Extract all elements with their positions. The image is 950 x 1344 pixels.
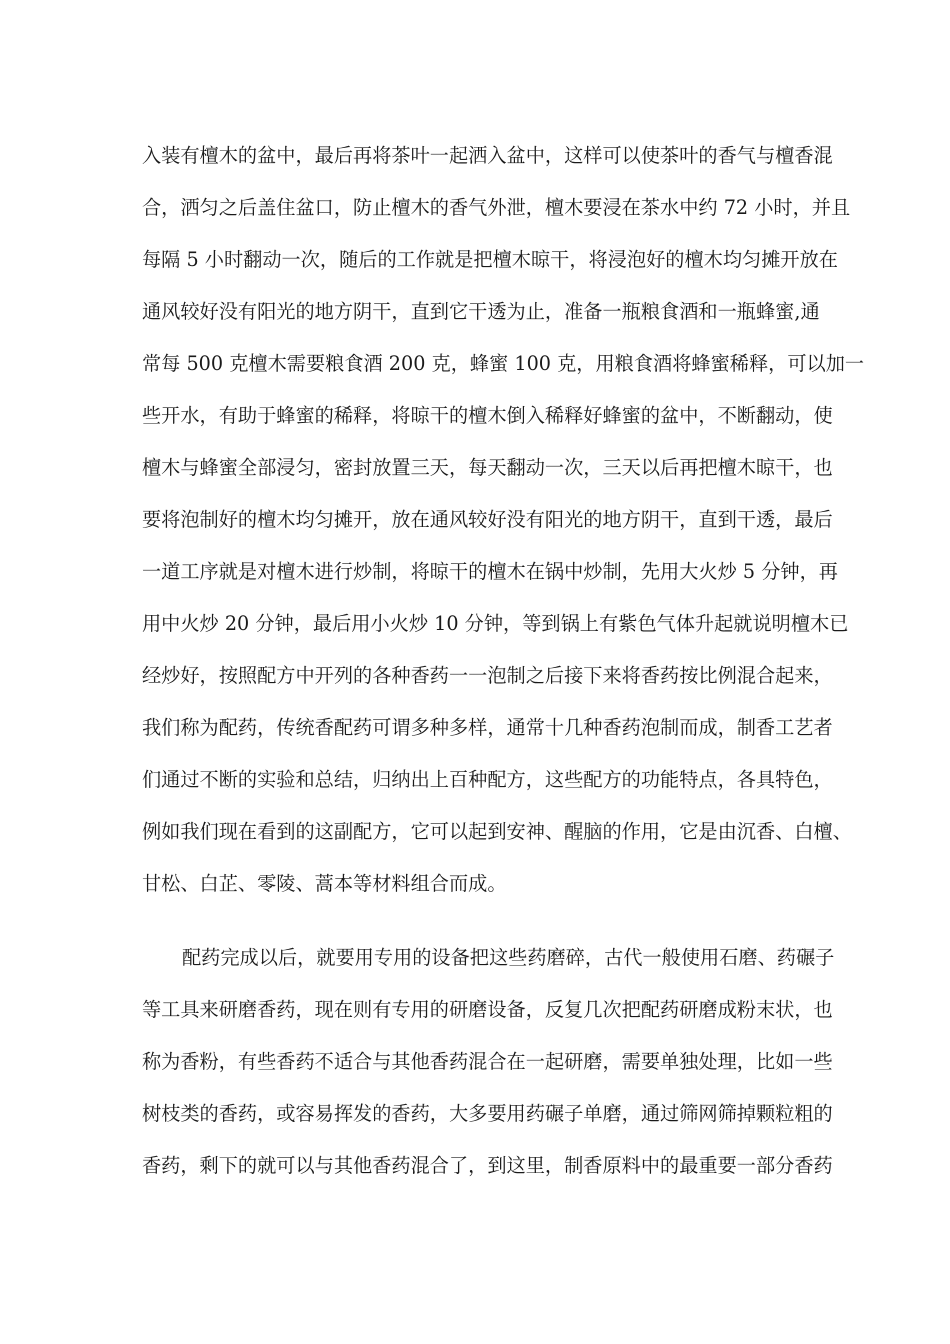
text-line: 通风较好没有阳光的地方阴干，直到它干透为止，准备一瓶粮食酒和一瓶蜂蜜,通 [142,300,820,323]
text-line: 配药完成以后，就要用专用的设备把这些药磨碎，古代一般使用石磨、药碾子 [182,946,835,969]
text-line: 一道工序就是对檀木进行炒制，将晾干的檀木在锅中炒制，先用大火炒 5 分钟，再 [142,560,838,583]
text-line: 经炒好，按照配方中开列的各种香药一一泡制之后接下来将香药按比例混合起来， [142,664,833,687]
text-line: 称为香粉，有些香药不适合与其他香药混合在一起研磨，需要单独处理，比如一些 [142,1050,833,1073]
text-line: 入装有檀木的盆中，最后再将茶叶一起洒入盆中，这样可以使茶叶的香气与檀香混 [142,144,833,167]
text-line: 些开水，有助于蜂蜜的稀释，将晾干的檀木倒入稀释好蜂蜜的盆中，不断翻动，使 [142,404,833,427]
text-line: 例如我们现在看到的这副配方，它可以起到安神、醒脑的作用，它是由沉香、白檀、 [142,820,852,843]
text-line: 檀木与蜂蜜全部浸匀，密封放置三天，每天翻动一次，三天以后再把檀木晾干，也 [142,456,833,479]
text-line: 我们称为配药，传统香配药可谓多种多样，通常十几种香药泡制而成，制香工艺者 [142,716,833,739]
text-line: 等工具来研磨香药，现在则有专用的研磨设备，反复几次把配药研磨成粉末状，也 [142,998,833,1021]
text-line: 香药，剩下的就可以与其他香药混合了，到这里，制香原料中的最重要一部分香药 [142,1154,833,1177]
text-line: 常每 500 克檀木需要粮食酒 200 克，蜂蜜 100 克，用粮食酒将蜂蜜稀释，可以加一 [142,352,865,375]
text-line: 们通过不断的实验和总结，归纳出上百种配方，这些配方的功能特点，各具特色， [142,768,833,791]
text-line: 甘松、白芷、零陵、蒿本等材料组合而成。 [142,872,507,895]
text-line: 用中火炒 20 分钟，最后用小火炒 10 分钟，等到锅上有紫色气体升起就说明檀木已 [142,612,849,635]
text-line: 树枝类的香药，或容易挥发的香药，大多要用药碾子单磨，通过筛网筛掉颗粒粗的 [142,1102,833,1125]
text-line: 要将泡制好的檀木均匀摊开，放在通风较好没有阳光的地方阴干，直到干透，最后 [142,508,833,531]
text-line: 每隔 5 小时翻动一次，随后的工作就是把檀木晾干，将浸泡好的檀木均匀摊开放在 [142,248,838,271]
text-line: 合，洒匀之后盖住盆口，防止檀木的香气外泄，檀木要浸在茶水中约 72 小时，并且 [142,196,851,219]
